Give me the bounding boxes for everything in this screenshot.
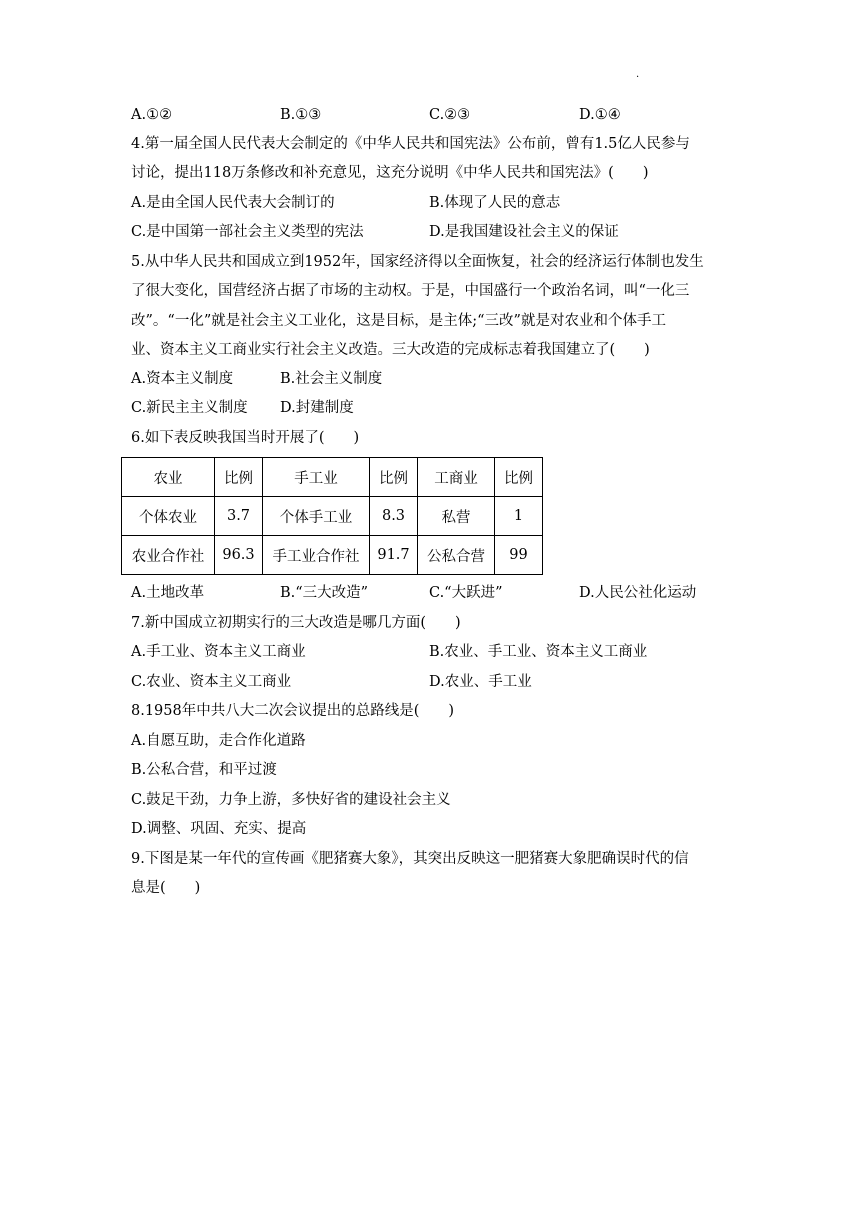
table-header-cell: 农业 <box>122 458 215 497</box>
q4-option-c[interactable]: C.是中国第一部社会主义类型的宪法 <box>131 224 364 240</box>
q4-stem-line-2: 讨论，提出118万条修改和补充意见，这充分说明《中华人民共和国宪法》( ) <box>131 165 649 181</box>
q7-option-a[interactable]: A.手工业、资本主义工商业 <box>131 644 306 660</box>
q6-option-a[interactable]: A.土地改革 <box>131 585 205 601</box>
q3-option-a[interactable]: A.①② <box>131 107 173 123</box>
q8-option-d[interactable]: D.调整、巩固、充实、提高 <box>131 821 307 837</box>
q5-stem-line-4: 业、资本主义工商业实行社会主义改造。三大改造的完成标志着我国建立了( ) <box>131 342 650 358</box>
q8-option-b[interactable]: B.公私合营，和平过渡 <box>131 762 277 778</box>
table-cell: 1 <box>495 497 543 536</box>
table-cell: 8.3 <box>370 497 418 536</box>
q3-option-d[interactable]: D.①④ <box>579 107 621 123</box>
q5-option-c[interactable]: C.新民主主义制度 <box>131 400 248 416</box>
q4-option-a[interactable]: A.是由全国人民代表大会制订的 <box>131 195 335 211</box>
table-cell: 91.7 <box>370 536 418 575</box>
table-cell: 私营 <box>418 497 495 536</box>
table-header-cell: 比例 <box>370 458 418 497</box>
q7-option-b[interactable]: B.农业、手工业、资本主义工商业 <box>429 644 648 660</box>
table-cell: 公私合营 <box>418 536 495 575</box>
q7-stem: 7.新中国成立初期实行的三大改造是哪几方面( ) <box>131 615 461 631</box>
q8-stem: 8.1958年中共八大二次会议提出的总路线是( ) <box>131 703 455 719</box>
q5-option-d[interactable]: D.封建制度 <box>280 400 354 416</box>
table-cell: 96.3 <box>215 536 263 575</box>
q9-stem-line-1: 9.下图是某一年代的宣传画《肥猪赛大象》，其突出反映这一肥猪赛大象肥确误时代的信 <box>131 851 689 867</box>
q9-stem-line-2: 息是( ) <box>131 880 201 896</box>
table-cell: 手工业合作社 <box>263 536 370 575</box>
q4-option-d[interactable]: D.是我国建设社会主义的保证 <box>429 224 619 240</box>
q8-option-c[interactable]: C.鼓足干劲，力争上游，多快好省的建设社会主义 <box>131 792 451 808</box>
table-cell: 3.7 <box>215 497 263 536</box>
q8-option-a[interactable]: A.自愿互助，走合作化道路 <box>131 733 306 749</box>
q6-table <box>121 457 543 575</box>
table-row <box>122 497 543 536</box>
q7-option-c[interactable]: C.农业、资本主义工商业 <box>131 674 292 690</box>
q3-option-b[interactable]: B.①③ <box>280 107 322 123</box>
q7-option-d[interactable]: D.农业、手工业 <box>429 674 532 690</box>
table-row <box>122 536 543 575</box>
q6-option-c[interactable]: C.“大跃进” <box>429 585 503 601</box>
table-header-cell: 比例 <box>495 458 543 497</box>
table-header-row <box>122 458 543 497</box>
page-mark: . <box>636 69 640 80</box>
q5-stem-line-3: 改”。“一化”就是社会主义工业化，这是目标，是主体;“三改”就是对农业和个体手工 <box>131 313 666 329</box>
table-cell: 个体手工业 <box>263 497 370 536</box>
table-header-cell: 工商业 <box>418 458 495 497</box>
q5-option-a[interactable]: A.资本主义制度 <box>131 371 234 387</box>
q6-option-d[interactable]: D.人民公社化运动 <box>579 585 697 601</box>
table-cell: 99 <box>495 536 543 575</box>
table-cell: 农业合作社 <box>122 536 215 575</box>
q5-option-b[interactable]: B.社会主义制度 <box>280 371 383 387</box>
q5-stem-line-2: 了很大变化，国营经济占据了市场的主动权。于是，中国盛行一个政治名词，叫“一化三 <box>131 283 690 299</box>
q6-stem: 6.如下表反映我国当时开展了( ) <box>131 430 360 446</box>
q4-stem-line-1: 4.第一届全国人民代表大会制定的《中华人民共和国宪法》公布前，曾有1.5亿人民参与 <box>131 136 690 152</box>
table-header-cell: 手工业 <box>263 458 370 497</box>
q3-option-c[interactable]: C.②③ <box>429 107 471 123</box>
table-cell: 个体农业 <box>122 497 215 536</box>
table-header-cell: 比例 <box>215 458 263 497</box>
q4-option-b[interactable]: B.体现了人民的意志 <box>429 195 561 211</box>
q5-stem-line-1: 5.从中华人民共和国成立到1952年，国家经济得以全面恢复，社会的经济运行体制也发生 <box>131 254 704 270</box>
q6-option-b[interactable]: B.“三大改造” <box>280 585 369 601</box>
